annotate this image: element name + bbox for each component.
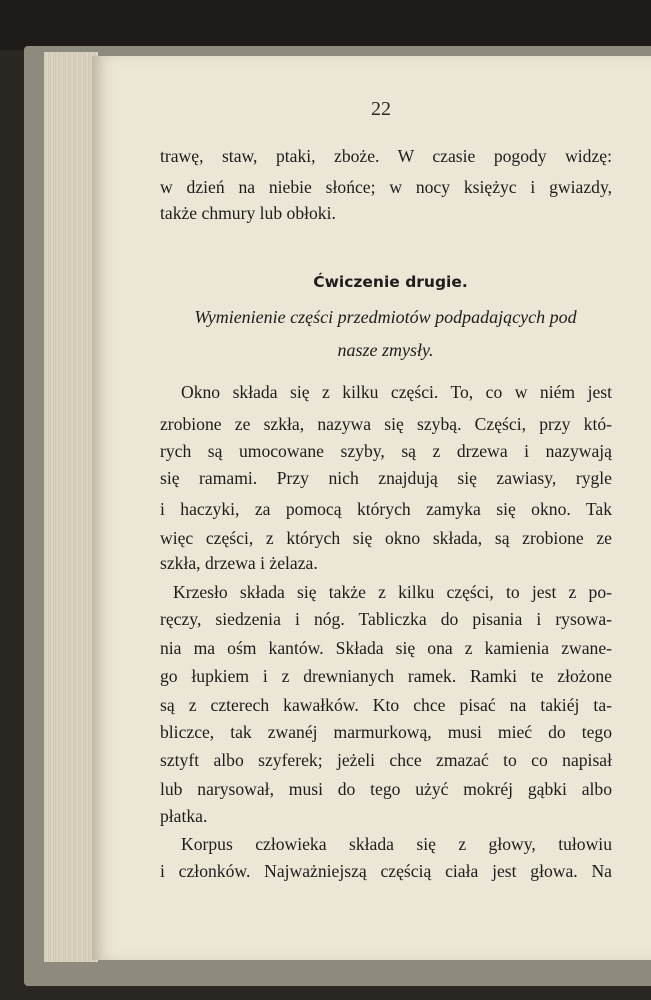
text-line: bliczce, tak zwanéj marmurkową, musi mieć do tego [160,722,612,742]
scan-background [0,0,651,50]
section-subtitle-line-1: Wymienienie części przedmiotów podpadających pod [194,307,577,327]
text-line: i członków. Najważniejszą częścią ciała jest głowa. Na [160,861,612,881]
text-line: go łupkiem i z drewnianych ramek. Ramki te złożone [160,666,612,686]
text-line: Korpus człowieka składa się z głowy, tułowiu [181,834,612,854]
text-line: lub narysował, musi do tego użyć mokréj gąbki albo [160,779,612,799]
text-line: są z czterech kawałków. Kto chce pisać na takiéj ta- [160,695,612,715]
text-line: także chmury lub obłoki. [160,203,336,223]
text-line: w dzień na niebie słońce; w nocy księżyc i gwiazdy, [160,177,612,197]
text-line: rych są umocowane szyby, są z drzewa i nazywają [160,441,612,461]
page-edges [44,52,98,962]
text-line: trawę, staw, ptaki, zboże. W czasie pogody widzę: [160,146,612,166]
text-line: płatka. [160,806,208,826]
text-line: nia ma ośm kantów. Składa się ona z kamienia zwane- [160,638,612,658]
text-line: Krzesło składa się także z kilku części, to jest z po- [173,582,612,602]
text-line: się ramami. Przy nich znajdują się zawiasy, rygle [160,468,612,488]
text-line: ręczy, siedzenia i nóg. Tabliczka do pisania i rysowa- [160,609,612,629]
text-line: zrobione ze szkła, nazywa się szybą. Części, przy któ- [160,414,612,434]
text-line: i haczyki, za pomocą których zamyka się okno. Tak [160,499,612,519]
section-subtitle-line-2: nasze zmysły. [337,340,434,360]
text-line: sztyft albo szyferek; jeżeli chce zmazać to co napisał [160,750,612,770]
text-line: Okno składa się z kilku części. To, co w niém jest [181,382,612,402]
section-title: Ćwiczenie drugie. [313,273,468,291]
text-line: więc części, z których się okno składa, są zrobione ze [160,528,612,548]
text-line: szkła, drzewa i żelaza. [160,553,318,573]
page-number: 22 [371,98,391,120]
